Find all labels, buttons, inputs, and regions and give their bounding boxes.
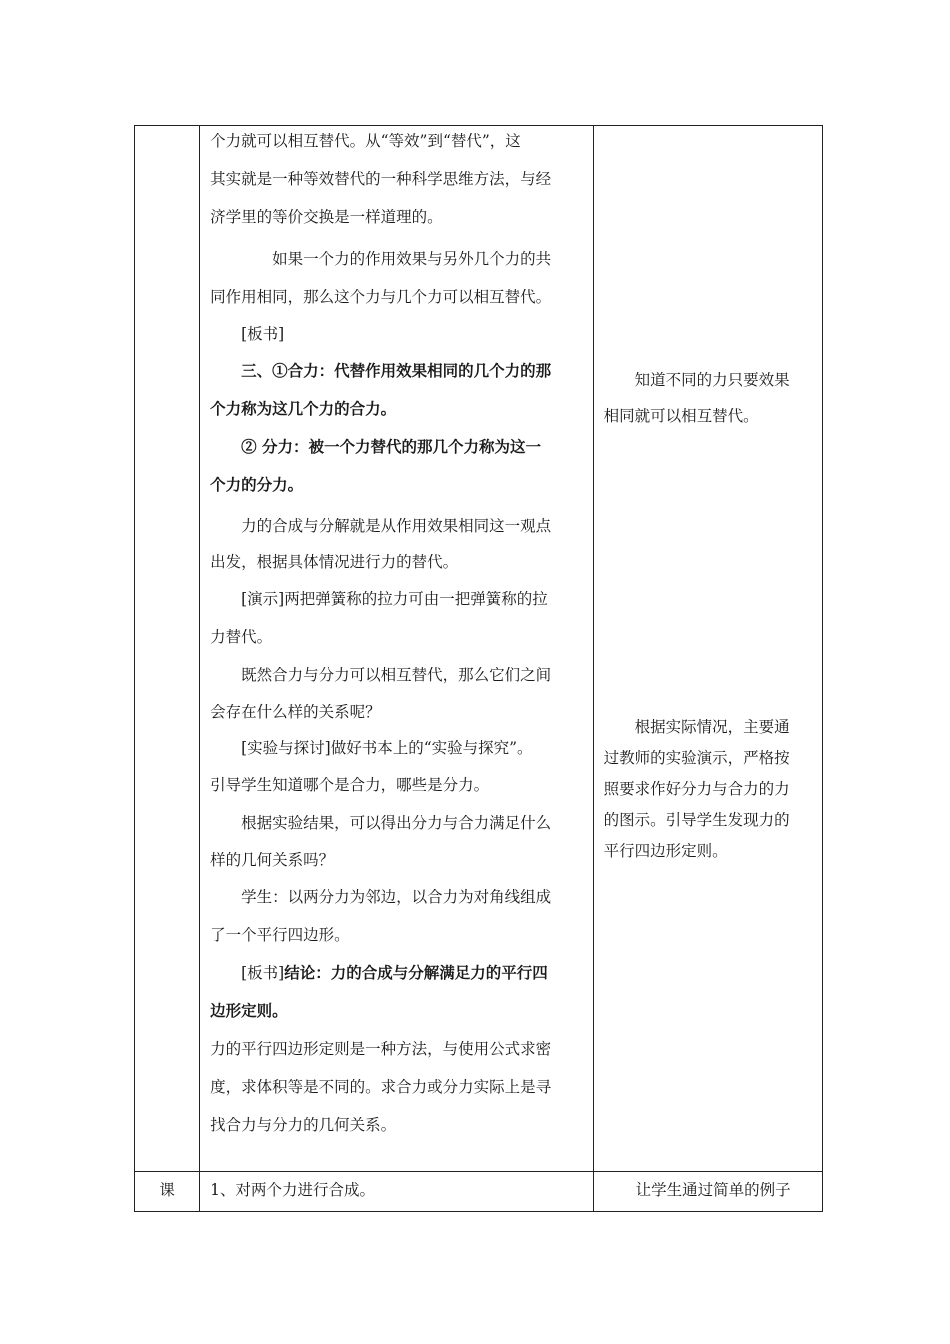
text-line: 济学里的等价交换是一样道理的。 [210, 208, 443, 226]
conclusion-line [210, 954, 585, 992]
text-line: 个力就可以相互替代。从“等效”到“替代”，这 [210, 132, 521, 150]
text-line: 出发，根据具体情况进行力的替代。 [210, 553, 459, 571]
note-line: 相同就可以相互替代。 [603, 407, 759, 425]
board-note-label: [板书] [241, 964, 285, 982]
text-line: 其实就是一种等效替代的一种科学思维方法，与经 [210, 170, 552, 188]
teaching-content-cell [200, 126, 594, 1172]
text-line: 会存在什么样的关系呢？ [210, 703, 381, 721]
note-line: 过教师的实验演示，严格按 [603, 749, 790, 767]
heading-line: ② 分力：被一个力替代的那几个力称为这一 [241, 437, 541, 456]
text-line: 根据实验结果，可以得出分力与合力满足什么 [241, 814, 552, 832]
text-line: 学生：以两分力为邻边，以合力为对角线组成 [241, 888, 552, 906]
text-line: 度，求体积等是不同的。求合力或分力实际上是寻 [210, 1078, 552, 1096]
section-label-cell [135, 126, 200, 1172]
text-line: [板书] [241, 325, 285, 343]
text-line: 同作用相同，那么这个力与几个力可以相互替代。 [210, 288, 552, 306]
note-line: 的图示。引导学生发现力的 [603, 811, 790, 829]
heading-line: 个力称为这几个力的合力。 [210, 399, 397, 418]
text-line: 力的平行四边形定则是一种方法，与使用公式求密 [210, 1040, 552, 1058]
note-line: 平行四边形定则。 [603, 842, 728, 860]
text-line: 既然合力与分力可以相互替代，那么它们之间 [241, 666, 552, 684]
text-line: 引导学生知道哪个是合力，哪些是分力。 [210, 776, 490, 794]
conclusion-text: 结论：力的合成与分解满足力的平行四 [284, 963, 548, 982]
teaching-content-cell: 1、对两个力进行合成。 [200, 1171, 594, 1211]
text-line: 如果一个力的作用效果与另外几个力的共 [272, 250, 552, 268]
text-line: 找合力与分力的几何关系。 [210, 1116, 397, 1134]
lesson-plan-table [134, 125, 823, 1212]
text-line: 力替代。 [210, 628, 273, 646]
note-line: 知道不同的力只要效果 [634, 371, 790, 389]
text-line: 样的几何关系吗？ [210, 851, 335, 869]
design-intent-cell: 让学生通过简单的例子 [593, 1171, 822, 1211]
heading-line: 三、①合力：代替作用效果相同的几个力的那 [241, 361, 552, 380]
note-line: 照要求作好分力与合力的力 [603, 780, 790, 798]
text-line: 力的合成与分解就是从作用效果相同这一观点 [241, 517, 552, 535]
heading-line: 个力的分力。 [210, 475, 304, 494]
text-line: [演示]两把弹簧称的拉力可由一把弹簧称的拉 [241, 590, 548, 608]
text-line: 了一个平行四边形。 [210, 926, 350, 944]
text-line: [实验与探讨]做好书本上的“实验与探究”。 [241, 739, 533, 757]
table-row [135, 1171, 823, 1211]
table-row [135, 126, 823, 1172]
conclusion-line: 边形定则。 [210, 1001, 288, 1020]
design-intent-cell [593, 126, 822, 1172]
note-line: 根据实际情况，主要通 [634, 718, 790, 736]
section-label-cell: 课 [135, 1171, 200, 1211]
